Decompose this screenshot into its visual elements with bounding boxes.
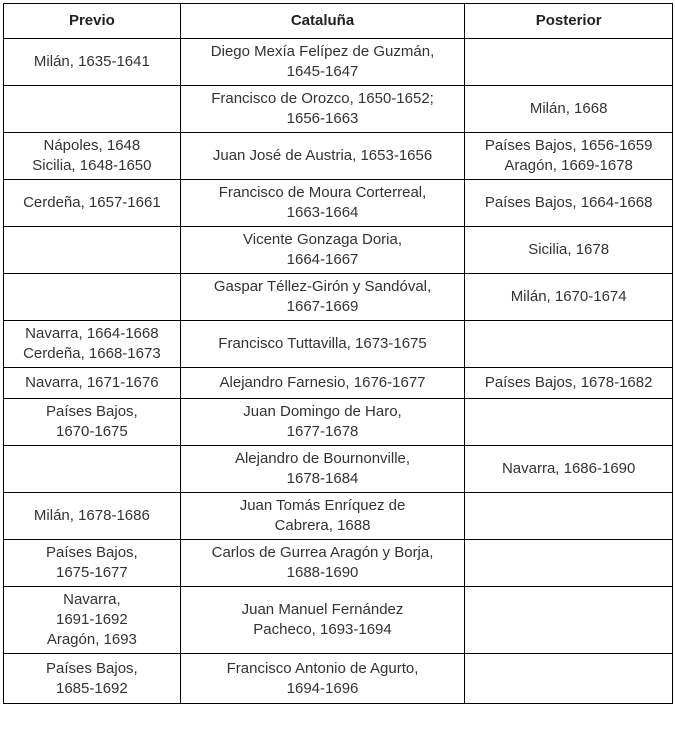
- previo-cell: [4, 227, 181, 274]
- table-row: [4, 321, 673, 368]
- cataluna-cell: Carlos de Gurrea Aragón y Borja, 1688-1690: [180, 540, 465, 587]
- cataluna-cell: Francisco Antonio de Agurto, 1694-1696: [180, 654, 465, 704]
- previo-cell: [4, 274, 181, 321]
- posterior-cell: [465, 321, 673, 368]
- previo-cell: Países Bajos, 1685-1692: [4, 654, 181, 704]
- posterior-cell: [465, 587, 673, 654]
- previo-cell: Navarra, 1664-1668 Cerdeña, 1668-1673: [4, 321, 181, 368]
- cataluna-cell: Francisco Tuttavilla, 1673-1675: [180, 321, 465, 368]
- posterior-cell: [465, 39, 673, 86]
- table-row: [4, 274, 673, 321]
- previo-cell: [4, 446, 181, 493]
- cataluna-cell: Diego Mexía Felípez de Guzmán, 1645-1647: [180, 39, 465, 86]
- header-previo: Previo: [4, 4, 181, 39]
- table-row: [4, 446, 673, 493]
- cataluna-cell: Alejandro de Bournonville, 1678-1684: [180, 446, 465, 493]
- posterior-cell: [465, 540, 673, 587]
- cataluna-cell: Francisco de Moura Corterreal, 1663-1664: [180, 180, 465, 227]
- posterior-cell: [465, 654, 673, 704]
- cataluna-cell: Juan Domingo de Haro, 1677-1678: [180, 399, 465, 446]
- table-row: [4, 180, 673, 227]
- header-posterior: Posterior: [465, 4, 673, 39]
- table-row: [4, 399, 673, 446]
- cataluna-cell: Gaspar Téllez-Girón y Sandóval, 1667-1669: [180, 274, 465, 321]
- previo-cell: Cerdeña, 1657-1661: [4, 180, 181, 227]
- posterior-cell: [465, 493, 673, 540]
- table-row: [4, 39, 673, 86]
- posterior-cell: [465, 399, 673, 446]
- posterior-cell: Países Bajos, 1664-1668: [465, 180, 673, 227]
- posterior-cell: Navarra, 1686-1690: [465, 446, 673, 493]
- previo-cell: Navarra, 1691-1692 Aragón, 1693: [4, 587, 181, 654]
- previo-cell: Nápoles, 1648 Sicilia, 1648-1650: [4, 133, 181, 180]
- header-cataluna: Cataluña: [180, 4, 465, 39]
- cataluna-cell: Francisco de Orozco, 1650-1652; 1656-1663: [180, 86, 465, 133]
- posterior-cell: Países Bajos, 1678-1682: [465, 368, 673, 399]
- header-row: [4, 4, 673, 39]
- cataluna-cell: Juan José de Austria, 1653-1656: [180, 133, 465, 180]
- table-row: [4, 587, 673, 654]
- table-row: [4, 540, 673, 587]
- cataluna-cell: Juan Manuel Fernández Pacheco, 1693-1694: [180, 587, 465, 654]
- cataluna-cell: Vicente Gonzaga Doria, 1664-1667: [180, 227, 465, 274]
- posterior-cell: Sicilia, 1678: [465, 227, 673, 274]
- previo-cell: Milán, 1678-1686: [4, 493, 181, 540]
- viceroys-table: [3, 3, 673, 704]
- previo-cell: Países Bajos, 1670-1675: [4, 399, 181, 446]
- table-row: [4, 654, 673, 704]
- posterior-cell: Milán, 1670-1674: [465, 274, 673, 321]
- cataluna-cell: Alejandro Farnesio, 1676-1677: [180, 368, 465, 399]
- table-row: [4, 227, 673, 274]
- cataluna-cell: Juan Tomás Enríquez de Cabrera, 1688: [180, 493, 465, 540]
- posterior-cell: Milán, 1668: [465, 86, 673, 133]
- posterior-cell: Países Bajos, 1656-1659 Aragón, 1669-1678: [465, 133, 673, 180]
- previo-cell: Navarra, 1671-1676: [4, 368, 181, 399]
- previo-cell: Milán, 1635-1641: [4, 39, 181, 86]
- previo-cell: Países Bajos, 1675-1677: [4, 540, 181, 587]
- table-row: [4, 493, 673, 540]
- table-row: [4, 86, 673, 133]
- table-row: [4, 368, 673, 399]
- previo-cell: [4, 86, 181, 133]
- table-row: [4, 133, 673, 180]
